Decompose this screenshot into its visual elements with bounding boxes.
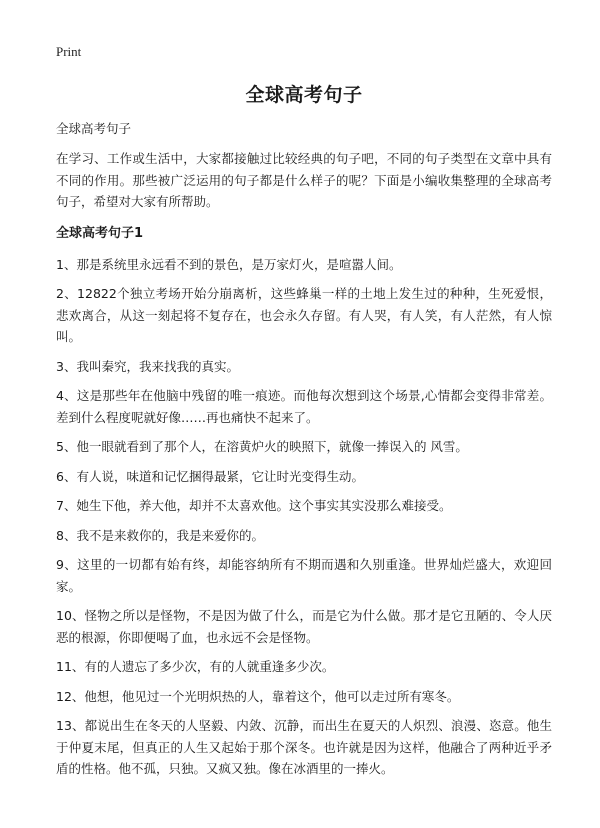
quote-item: 10、怪物之所以是怪物，不是因为做了什么，而是它为什么做。那才是它丑陋的、令人厌恶的根源，你即便喝了血，也永远不会是怪物。 <box>56 608 552 645</box>
quote-item: 6、有人说，味道和记忆捆得最紧，它让时光变得生动。 <box>56 468 364 484</box>
quote-item: 5、他一眼就看到了那个人，在溶黄炉火的映照下，就像一捧误入的 风雪。 <box>56 439 468 454</box>
intro-paragraph: 在学习、工作或生活中，大家都接触过比较经典的句子吧，不同的句子类型在文章中具有不同的作用。那些被广泛运用的句子都是什么样子的呢？下面是小编收集整理的全球高考句子，希望对大家有所帮助。 <box>56 151 552 209</box>
quote-item: 13、都说出生在冬天的人坚毅、内敛、沉静，而出生在夏天的人炽烈、浪漫、恣意。他生于仲夏末尾，但真正的人生又起始于那个深冬。也许就是因为这样，他融合了两种近乎矛盾的性格。他不孤，只独。又疯又独。像在冰酒里的一捧火。 <box>56 718 552 776</box>
quote-item: 1、那是系统里永远看不到的景色，是万家灯火，是喧嚣人间。 <box>56 256 402 272</box>
quote-item: 9、这里的一切都有始有终，却能容纳所有不期而遇和久别重逢。世界灿烂盛大，欢迎回家。 <box>56 557 552 594</box>
quote-item: 7、她生下他，养大他，却并不太喜欢他。这个事实其实没那么难接受。 <box>56 498 452 513</box>
section-heading: 全球高考句子1 <box>56 225 144 241</box>
article-subtitle: 全球高考句子 <box>56 121 132 136</box>
quote-item: 12、他想，他见过一个光明炽热的人，靠着这个，他可以走过所有寒冬。 <box>56 688 460 704</box>
print-link[interactable]: Print <box>56 44 82 59</box>
quote-item: 8、我不是来救你的，我是来爱你的。 <box>56 527 264 543</box>
quote-item: 3、我叫秦究，我来找我的真实。 <box>56 358 239 374</box>
page-title: 全球高考句子 <box>245 84 363 106</box>
quote-item: 2、12822个独立考场开始分崩离析，这些蜂巢一样的土地上发生过的种种，生死爱恨，悲欢离合，从这一刻起将不复存在，也会永久存留。有人哭，有人笑，有人茫然，有人惊叫。 <box>56 286 552 344</box>
article-body <box>56 119 552 788</box>
quote-list <box>56 254 552 780</box>
quote-item: 11、有的人遗忘了多少次，有的人就重逢多少次。 <box>56 659 335 674</box>
quote-item: 4、这是那些年在他脑中残留的唯一痕迹。而他每次想到这个场景,心情都会变得非常差。差到什么程度呢就好像……再也痛快不起来了。 <box>56 388 552 425</box>
